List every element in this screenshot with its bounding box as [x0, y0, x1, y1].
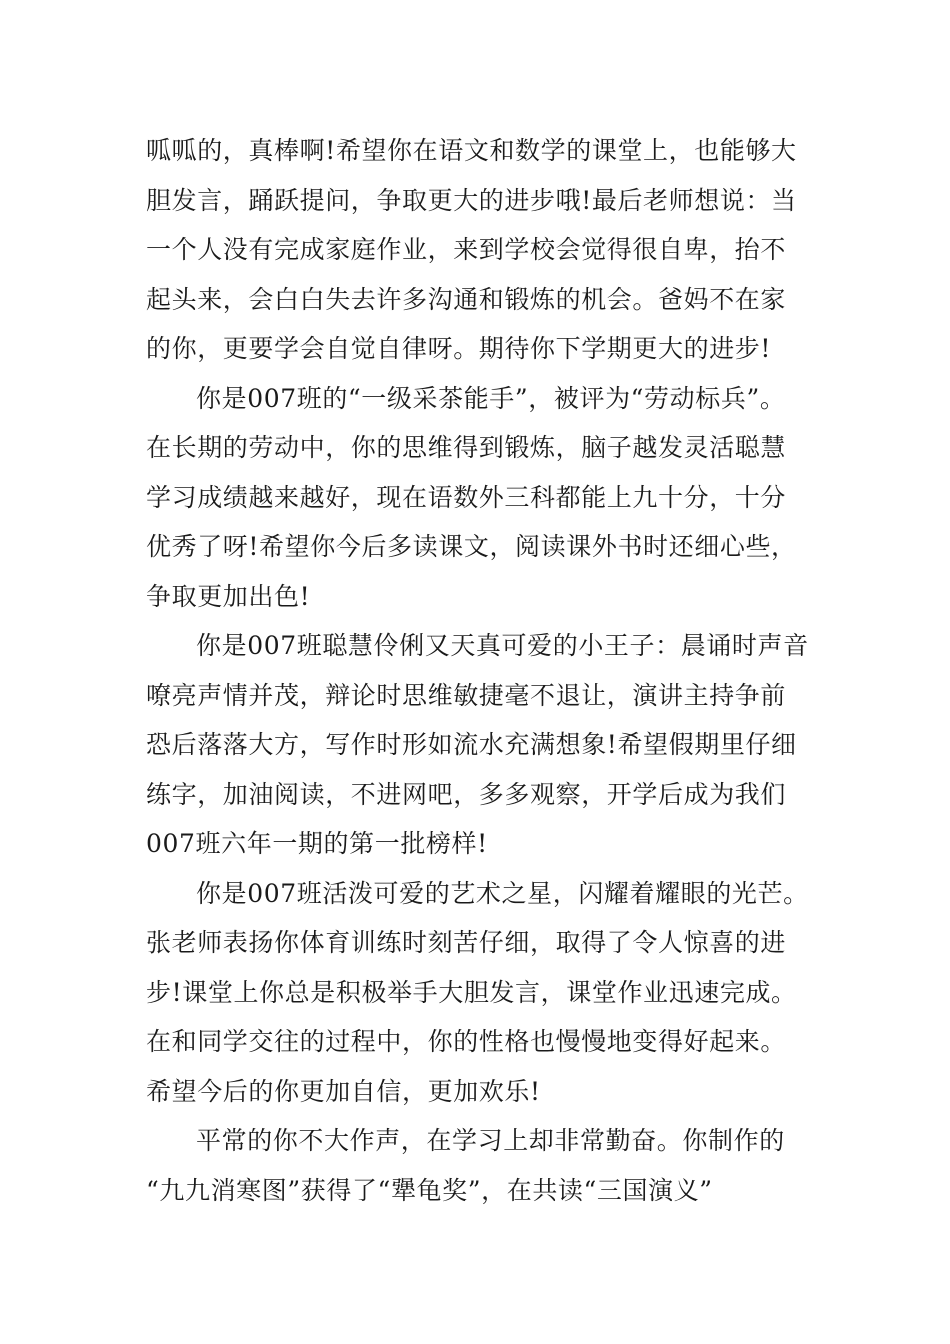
paragraph-first-line: 你是007班的“一级采茶能手”，被评为“劳动标兵”。: [196, 383, 786, 413]
text-line: 希望今后的你更加自信，更加欢乐!: [146, 1076, 541, 1106]
text-line: 起头来，会白白失去许多沟通和锻炼的机会。爸妈不在家: [146, 284, 787, 314]
paragraph-first-line: 你是007班聪慧伶俐又天真可爱的小王子：晨诵时声音: [196, 631, 809, 660]
text-line: 一个人没有完成家庭作业，来到学校会觉得很自卑，抬不: [146, 235, 787, 264]
text-line: 007班六年一期的第一批榜样!: [146, 829, 488, 858]
text-line: 优秀了呀!希望你今后多读课文，阅读课外书时还细心些，: [146, 532, 797, 561]
text-line: 在和同学交往的过程中，你的性格也慢慢地变得好起来。: [146, 1027, 787, 1056]
text-line: 争取更加出色!: [146, 581, 311, 611]
paragraph-first-line: 平常的你不大作声，在学习上却非常勤奋。你制作的: [196, 1126, 785, 1155]
text-line: 步!课堂上你总是积极举手大胆发言，课堂作业迅速完成。: [146, 977, 797, 1007]
document-body: [146, 126, 826, 1215]
text-line: 呱呱的，真棒啊!希望你在语文和数学的课堂上，也能够大: [146, 136, 797, 165]
paragraph-first-line: 你是007班活泼可爱的艺术之星，闪耀着耀眼的光芒。: [196, 878, 809, 908]
text-line: 嘹亮声情并茂，辩论时思维敏捷毫不退让，演讲主持争前: [146, 680, 787, 710]
text-line: “九九消寒图”获得了“犟龟奖”，在共读“三国演义”: [146, 1175, 713, 1205]
text-line: 练字，加油阅读，不进网吧，多多观察，开学后成为我们: [146, 779, 787, 809]
text-line: 恐后落落大方，写作时形如流水充满想象!希望假期里仔细: [146, 730, 797, 759]
text-line: 胆发言，踊跃提问，争取更大的进步哦!最后老师想说：当: [146, 185, 797, 215]
text-line: 在长期的劳动中，你的思维得到锻炼，脑子越发灵活聪慧: [146, 433, 787, 462]
text-line: 的你，更要学会自觉自律呀。期待你下学期更大的进步!: [146, 334, 772, 363]
text-line: 张老师表扬你体育训练时刻苦仔细，取得了令人惊喜的进: [146, 928, 787, 957]
text-line: 学习成绩越来越好，现在语数外三科都能上九十分，十分: [146, 482, 787, 512]
